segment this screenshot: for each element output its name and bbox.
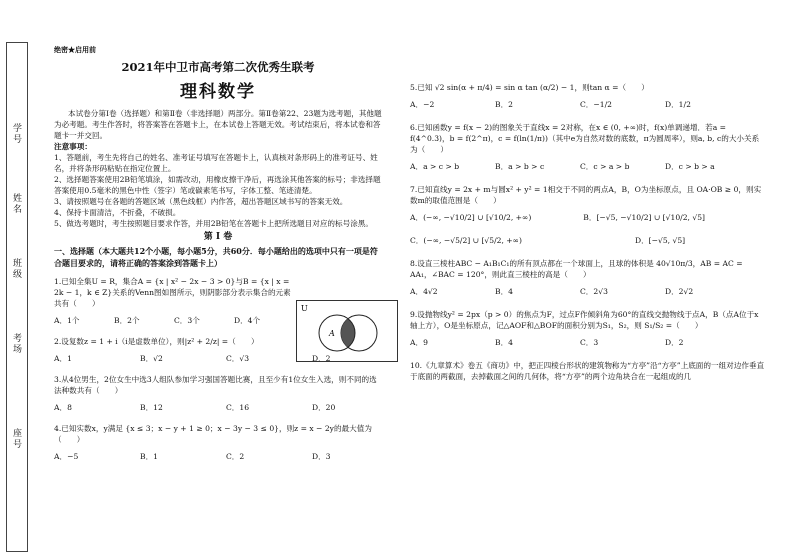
option-a: A．9 bbox=[410, 338, 428, 347]
note-2: 2、选择题答案使用2B铅笔填涂，如需改动，用橡皮擦干净后，再选涂其他答案的标号；非选择题答案使用0.5毫米的黑色中性（签字）笔或碳素笔书写，字体工整、笔迹清楚。 bbox=[54, 175, 381, 196]
option-c: C．c > a > b bbox=[580, 162, 630, 171]
section-title: 第 Ⅰ 卷 bbox=[203, 232, 233, 243]
option-b: B．4 bbox=[495, 338, 514, 347]
question-6 bbox=[410, 122, 765, 155]
question-3-options bbox=[54, 402, 382, 413]
option-d: D．2 bbox=[665, 338, 684, 347]
option-d: D．c > b > a bbox=[665, 162, 715, 171]
option-c: C．2 bbox=[226, 451, 245, 461]
question-stem: 10.《九章算术》卷五《商功》中，把正四棱台形状的建筑物称为“方亭”沿“方亭”上底面的一组对边作垂直于底面的两截面，去掉截面之间的几何体，将“方亭”的两个边角块合在一起组成的几 bbox=[410, 361, 765, 381]
exam-title: 2021年中卫市高考第二次优秀生联考 bbox=[121, 60, 315, 74]
sidebar-label-name: 姓名 bbox=[11, 193, 21, 215]
sidebar-label-seat: 座号 bbox=[11, 428, 21, 450]
subject-title: 理科数学 bbox=[180, 81, 256, 102]
secret-mark: 绝密★启用前 bbox=[54, 45, 96, 54]
question-stem: 4.已知实数x，y满足 {x ≤ 3；x − y + 1 ≥ 0；x − 3y − 3 ≤ 0}，则z = x − 2y的最大值为（ ） bbox=[54, 423, 372, 444]
question-stem: 5.已知 √2 sin(α + π/4) = sin α tan (α/2) − 1，则tan α =（ ） bbox=[410, 83, 649, 92]
option-d: D．2√2 bbox=[665, 287, 694, 296]
question-stem: 3.从4位男生，2位女生中选3人组队参加学习强国答题比赛，且至少有1位女生入选，则不同的选法种数共有（ ） bbox=[54, 374, 377, 395]
question-stem: 6.已知函数y = f(x − 2)的图象关于直线x = 2对称，在x ∈ (0, +∞)时，f(x)单调递增．若a = f(4^0.3)，b = f(2^π)，c = f(ln(1/π))（其中e为自然对数的底数，π为圆周率），则a, b, c的大小关系为（ ） bbox=[410, 123, 760, 154]
option-a: A．4√2 bbox=[410, 287, 438, 296]
left-column bbox=[54, 40, 382, 472]
question-4-options bbox=[54, 451, 382, 462]
question-5-options bbox=[410, 99, 765, 110]
question-7-options-row2 bbox=[410, 235, 765, 246]
question-stem: 7.已知直线y = 2x + m与圆x² + y² = 1相交于不同的两点A，B，O为坐标原点，且 OA·OB ≥ 0，则实数m的取值范围是（ ） bbox=[410, 185, 762, 205]
question-stem: 9.设抛物线y² = 2px（p > 0）的焦点为F，过点F作倾斜角为60°的直线交抛物线于点A，B（点A位于x轴上方），O是坐标原点，记△AOF和△BOF的面积分别为S₁，S₂，则 S₁/S₂ =（ ） bbox=[410, 310, 759, 330]
question-10 bbox=[410, 360, 765, 382]
question-3 bbox=[54, 374, 382, 396]
option-a: A．1 bbox=[54, 353, 72, 363]
option-d: D．1/2 bbox=[665, 100, 691, 109]
option-d: D．3 bbox=[312, 451, 331, 461]
section-instruction: 一、选择题（本大题共12个小题，每小题5分，共60分．每小题给出的选项中只有一项是符合题目要求的，请将正确的答案涂到答题卡上） bbox=[54, 246, 378, 268]
note-3: 3、请按照题号在各题的答题区域（黑色线框）内作答，超出答题区域书写的答案无效。 bbox=[54, 197, 348, 207]
question-9 bbox=[410, 309, 765, 331]
question-1-options bbox=[54, 315, 294, 326]
binding-strip bbox=[6, 42, 28, 552]
question-5 bbox=[410, 82, 765, 93]
option-c: C．√3 bbox=[226, 353, 250, 363]
option-b: B．4 bbox=[495, 287, 514, 296]
option-d: D．20 bbox=[312, 402, 336, 412]
option-c: C．3个 bbox=[174, 315, 200, 325]
note-4: 4、保持卡面清洁，不折叠，不破损。 bbox=[54, 208, 181, 218]
question-9-options bbox=[410, 337, 765, 348]
option-a: A．(−∞, −√10/2] ∪ [√10/2, +∞) bbox=[410, 213, 532, 222]
question-1 bbox=[54, 276, 294, 309]
option-b: B．2 bbox=[495, 100, 514, 109]
question-6-options bbox=[410, 161, 765, 172]
option-b: B．[−√5, −√10/2] ∪ [√10/2, √5] bbox=[583, 213, 705, 222]
option-c: C．−1/2 bbox=[580, 100, 612, 109]
option-b: B．12 bbox=[140, 402, 163, 412]
option-a: A．8 bbox=[54, 402, 72, 412]
option-c: C．2√3 bbox=[580, 287, 608, 296]
option-c: C．16 bbox=[226, 402, 250, 412]
question-8 bbox=[410, 258, 765, 280]
option-c: C．(−∞, −√5/2] ∪ [√5/2, +∞) bbox=[410, 236, 522, 245]
option-b: B．√2 bbox=[140, 353, 163, 363]
intro-paragraph: 本试卷分第Ⅰ卷（选择题）和第Ⅱ卷（非选择题）两部分。第Ⅱ卷第22、23题为选考题，其他题为必考题。考生作答时，将答案答在答题卡上，在本试卷上答题无效。考试结束后，将本试卷和答题卡一并交回。 bbox=[54, 109, 382, 141]
question-stem: 1.已知全集U = R，集合A = {x | x² − 2x − 3 > 0}与B = {x | x = 2k − 1，k ∈ Z}关系的Venn图如图所示，则阴影部分表示集合的元素共有（ ） bbox=[54, 276, 291, 308]
option-a: A．−2 bbox=[410, 100, 435, 109]
option-d: D．[−√5, √5] bbox=[635, 236, 686, 245]
question-7-options-row1 bbox=[410, 212, 765, 223]
sidebar-label-id: 学号 bbox=[11, 123, 21, 145]
venn-diagram bbox=[296, 300, 398, 362]
venn-label-u: U bbox=[301, 304, 308, 313]
option-a: A．a > c > b bbox=[410, 162, 460, 171]
sidebar-label-class: 班级 bbox=[11, 258, 21, 280]
sidebar-label-room: 考场 bbox=[11, 333, 21, 355]
option-b: B．a > b > c bbox=[495, 162, 545, 171]
option-d: D．4个 bbox=[234, 315, 261, 325]
option-b: B．1 bbox=[140, 451, 159, 461]
notes-title: 注意事项： bbox=[54, 142, 92, 152]
question-2 bbox=[54, 336, 294, 347]
question-stem: 2.设复数z = 1 + i（i是虚数单位），则|z² + 2/z| =（ ） bbox=[54, 336, 259, 346]
question-8-options bbox=[410, 286, 765, 297]
question-7 bbox=[410, 184, 765, 206]
option-d: D．2 bbox=[312, 353, 331, 363]
right-column bbox=[410, 40, 765, 384]
question-stem: 8.设直三棱柱ABC − A₁B₁C₁的所有顶点都在一个球面上，且球的体积是 40√10π/3，AB = AC = AA₁，∠BAC = 120°，则此直三棱柱的高是（ ） bbox=[410, 259, 743, 279]
option-a: A．1个 bbox=[54, 315, 80, 325]
venn-label-b: B bbox=[361, 329, 367, 338]
note-1: 1、答题前，考生先将自己的姓名、准考证号填写在答题卡上，认真核对条形码上的准考证号、姓名，并将条形码粘贴在指定位置上。 bbox=[54, 153, 378, 174]
option-a: A．−5 bbox=[54, 451, 79, 461]
option-c: C．3 bbox=[580, 338, 599, 347]
venn-label-a: A bbox=[329, 329, 335, 338]
option-b: B．2个 bbox=[114, 315, 140, 325]
question-4 bbox=[54, 423, 382, 445]
note-5: 5、做选考题时，考生按照题目要求作答，并用2B铅笔在答题卡上把所选题目对应的标号涂黑。 bbox=[54, 219, 373, 229]
